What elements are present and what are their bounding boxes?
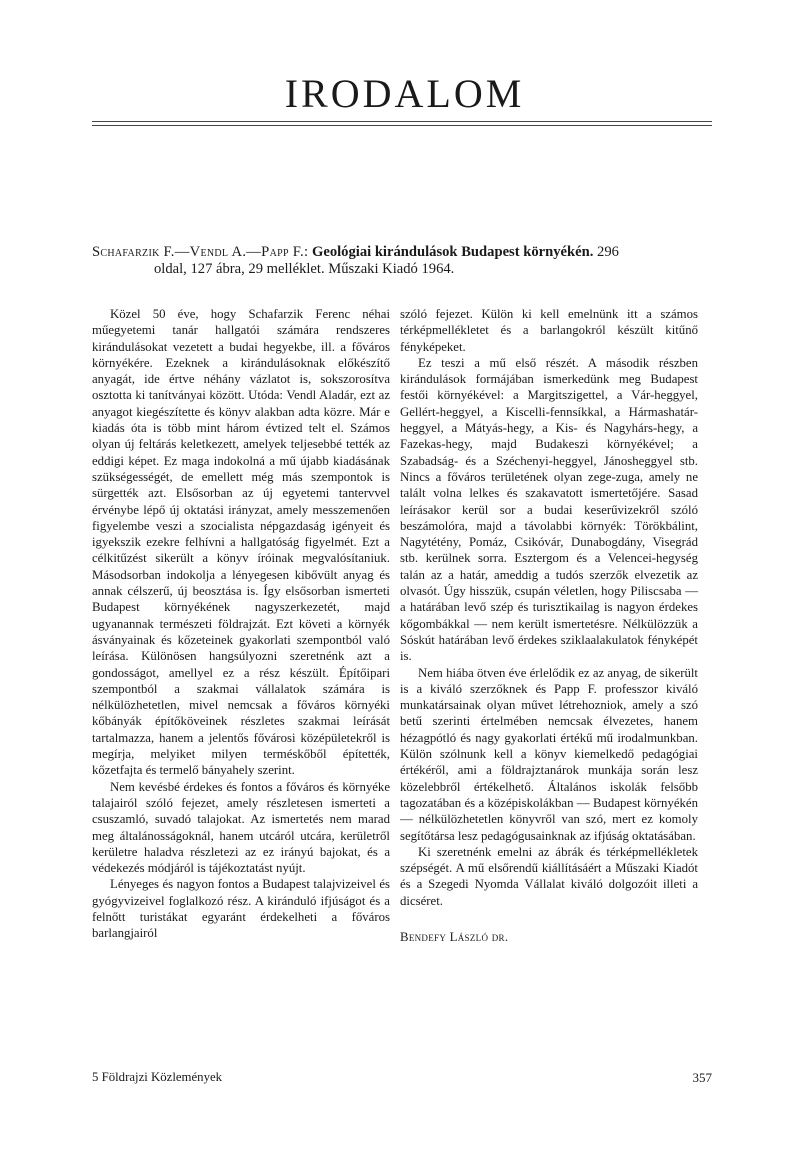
review-paragraph: Közel 50 éve, hogy Schafarzik Ferenc néhai műegyetemi tanár hallgatói számára rendszeres kirándulásokat vezetett a budai hegyekbe, ill. a főváros környékére. Ezeknek a kirándulásoknak előkészítő anyagát, ide értve néhány vázlatot is, sokszorosítva osztotta ki tanítványai között. Utóda: Vendl Aladár, ezt az anyagot kiegészítette és könyv alakban adta közre. Már e kiadás óta is több mint három évtized telt el. Számos olyan új feltárás keletkezett, amelyek teljesebbé tették az eddigi képet. Ez maga indokolná a mű újabb kiadásának szükségességét, de emellett még más szempontok is sürgették azt. Elsősorban az új egyetemi tantervvel érvénybe lépő új oktatási irányzat, amely messzemenően figyelembe veszi a szocialista népgazdaság igényeit és igyekszik ezekre felhívni a hallgatóság figyelmét. Ezt a célkitűzést sikerült a könyv íróinak megvalósítaniuk. Másodsorban indokolja a lényegesen kibővült anyag és annak célszerű, új beosztása is. Így elsősorban ismerteti Budapest környékének nagyszerkezetét, majd ugyanannak természeti földrajzát. Ezt követi a környék ásványainak és kőzeteinek gyakorlati szempontból való leírása. Különösen hangsúlyozni szeretnénk azt a gondosságot, amellyel ez a rész készült. Építőipari szempontból a szakmai vállalatok számára is nélkülözhetetlen, mivel nemcsak a főváros környéki kőbányák építőköveinek részletes szakmai leírását tartalmazza, hanem a jelentős fővárosi középületekről is megírja, melyiket milyen terméskőből építették, kőzetfajta és termelő bányahely szerint. bbox=[92, 307, 390, 778]
page-title: IRODALOM bbox=[284, 71, 525, 116]
review-paragraph: szóló fejezet. Külön ki kell emelnünk itt a számos térképmellékletet és a barlangokról készült kitűnő fényképeket. bbox=[400, 307, 698, 354]
review-paragraph: Ez teszi a mű első részét. A második részben kirándulások formájában ismerkedünk meg Budapest festői környékével: a Margitszigettel, a Vár-heggyel, Gellért-heggyel, a Kiscelli-fennsíkkal, a Hármashatár-heggyel, a Mátyás-hegy, a Kis- és Nagyhárs-hegy, a Fazekas-hegy, majd Budakeszi környékével; a Szabadság- és a Széchenyi-heggyel, Jánosheggyel stb. Nincs a főváros területének olyan zege-zuga, amely ne talált volna lelkes és szakavatott ismertetőjére. Sasad leírásakor kerül sor a budai keserűvizekről szóló beszámolóra, majd a távolabbi környék: Törökbálint, Nagytétény, Pomáz, Csikóvár, Dunabogdány, Visegrád stb. kerülnek sorra. Esztergom és a Velencei-hegység talán az a határ, ameddig a tudós szerzők elvezetik az olvasót. Úgy hisszük, csupán véletlen, hogy Piliscsaba — a határában levő szép és turisztikailag is nagyon érdekes kőgombákkal — nem került ismertetésre. Nélkülözzük a Sóskút határában levő érdekes sziklaalakulatok fényképét is. bbox=[400, 355, 698, 664]
citation-pages: 296 bbox=[597, 244, 619, 260]
footer-journal: 5 Földrajzi Közlemények bbox=[92, 1070, 223, 1084]
review-paragraph: Ki szeretnénk emelni az ábrák és térképmellékletek szépségét. A mű elsőrendű kiállításáért a Műszaki Kiadót és a Szegedi Nyomda Vállalat kiváló dolgozóit illeti a dicséret. bbox=[400, 844, 698, 908]
review-paragraph: Nem hiába ötven éve érlelődik ez az anyag, de sikerült is a kiváló szerzőknek és Papp F. professzor kiváló munkatársainak olyan művet létrehozniok, amely a szó betű szerinti értelmében nemcsak élvezetes, hanem hézagpótló és nagy gyakorlati értékű mű irodalmunkban. Külön szólnunk kell a könyv kiemelkedő pedagógiai értékéről, ami a földrajztanárok munkája során lesz közelebbről értékelhető. Általános iskolák felsőbb tagozatában és a középiskolákban — Budapest környékén — nélkülözhetetlen könyvről van szó, mert ez komoly segítőtársa lesz pedagógusainknak az ifjúság oktatásában. bbox=[400, 665, 698, 843]
review-paragraph: Nem kevésbé érdekes és fontos a főváros és környéke talajairól szóló fejezet, amely részletesen ismerteti a csuszamló, suvadó talajokat. Az ismertetés nem marad meg általánosságoknál, hanem utcáról utcára, kerületről kerületre haladva részletezi az ez irányú bajokat, és a védekezés módjáról is tájékoztatást nyújt. bbox=[92, 779, 390, 876]
review-signature: Bendefy László dr. bbox=[400, 929, 509, 944]
citation-details: oldal, 127 ábra, 29 melléklet. Műszaki Kiadó 1964. bbox=[154, 261, 455, 277]
book-citation bbox=[92, 244, 712, 278]
page-number: 357 bbox=[692, 1070, 712, 1085]
review-column-right bbox=[400, 306, 698, 945]
review-column-left bbox=[92, 306, 390, 942]
title-rule-top bbox=[92, 121, 712, 122]
citation-authors: Schafarzik F.—Vendl A.—Papp F.: bbox=[92, 244, 309, 260]
review-paragraph: Lényeges és nagyon fontos a Budapest talajvizeivel és gyógyvizeivel foglalkozó rész. A kiránduló ifjúságot és a felnőtt turistákat egyaránt érdekelheti a főváros barlangjairól bbox=[92, 877, 390, 941]
title-rule-bottom bbox=[92, 125, 712, 126]
citation-book-title: Geológiai kirándulások Budapest környékén. bbox=[311, 244, 594, 260]
